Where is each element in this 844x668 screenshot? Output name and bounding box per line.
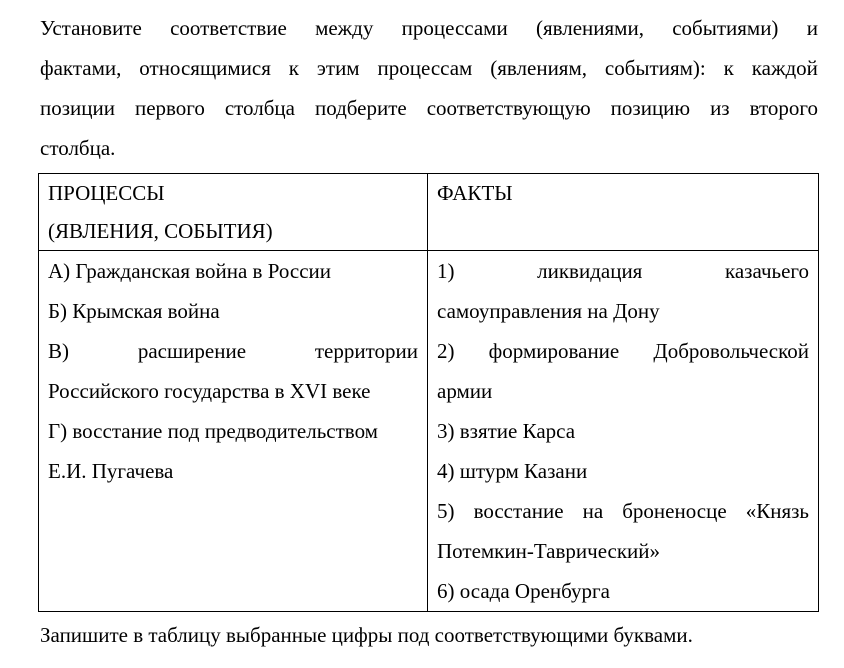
process-item-b: Б) Крымская война [48,299,220,323]
intro-word: между [315,16,374,40]
fact-item-1-line-2: самоуправления на Дону [437,299,660,323]
intro-word: событиями) [672,16,779,40]
fact-word: 1) [437,259,455,283]
facts-header-cell [428,174,819,251]
intro-line-2 [40,48,818,88]
fact-item-2-line-1 [437,331,809,371]
intro-word: столбца. [40,136,116,160]
intro-word: (явлениями, [535,16,644,40]
intro-line-1 [40,8,818,48]
intro-word: этим [316,56,360,80]
intro-word: Установите [40,16,142,40]
intro-word: позиции [40,96,115,120]
intro-word: событиям): [604,56,706,80]
fact-word: 2) [437,339,455,363]
intro-word: к [288,56,299,80]
process-word: расширение [137,339,247,363]
process-item-v-line-2: Российского государства в XVI веке [48,379,371,403]
facts-list-cell [428,251,819,612]
intro-word: (явлениям, [490,56,588,80]
fact-word: формирование [488,339,620,363]
fact-word: восстание [473,499,564,523]
fact-item-2-line-2: армии [437,379,493,403]
fact-item-5-line-2: Потемкин-Таврический» [437,539,661,563]
intro-word: соответствующую [426,96,591,120]
fact-word: 5) [437,499,455,523]
process-item-a: А) Гражданская война в России [48,259,332,283]
intro-word: фактами, [40,56,122,80]
intro-word: первого [134,96,205,120]
matching-table [38,173,819,612]
intro-word: из [710,96,730,120]
task-instructions [40,8,818,168]
facts-header-line: ФАКТЫ [437,181,513,205]
processes-header-line-2: (ЯВЛЕНИЯ, СОБЫТИЯ) [48,219,273,243]
intro-word: относящимися [139,56,271,80]
processes-header-line-1: ПРОЦЕССЫ [48,181,165,205]
fact-item-3: 3) взятие Карса [437,419,576,443]
fact-item-1-line-1 [437,251,809,291]
intro-word: второго [749,96,818,120]
fact-word: броненосце [622,499,727,523]
table-body-row [39,251,819,612]
fact-word: «Князь [745,499,809,523]
intro-word: соответствие [170,16,287,40]
intro-line-4 [40,128,818,168]
process-item-g-line-2: Е.И. Пугачева [48,459,174,483]
intro-word: подберите [314,96,407,120]
process-word: территории [314,339,418,363]
fact-word: на [582,499,604,523]
intro-word: процессам [377,56,473,80]
fact-word: казачьего [724,259,809,283]
fact-item-5-line-1 [437,491,809,531]
intro-line-3 [40,88,818,128]
intro-word: каждой [751,56,818,80]
processes-header-cell [39,174,428,251]
intro-word: позицию [610,96,691,120]
answer-instruction: Запишите в таблицу выбранные цифры под соответствующими буквами. [40,623,693,647]
intro-word: столбца [224,96,295,120]
process-item-v-line-1 [48,331,418,371]
fact-word: ликвидация [537,259,643,283]
process-item-g-line-1: Г) восстание под предводительством [48,419,378,443]
process-word: В) [48,339,69,363]
fact-item-6: 6) осада Оренбурга [437,579,610,603]
intro-word: и [806,16,818,40]
processes-list-cell [39,251,428,612]
fact-word: Добровольческой [653,339,809,363]
fact-item-4: 4) штурм Казани [437,459,588,483]
table-header-row [39,174,819,251]
intro-word: к [723,56,734,80]
intro-word: процессами [401,16,508,40]
